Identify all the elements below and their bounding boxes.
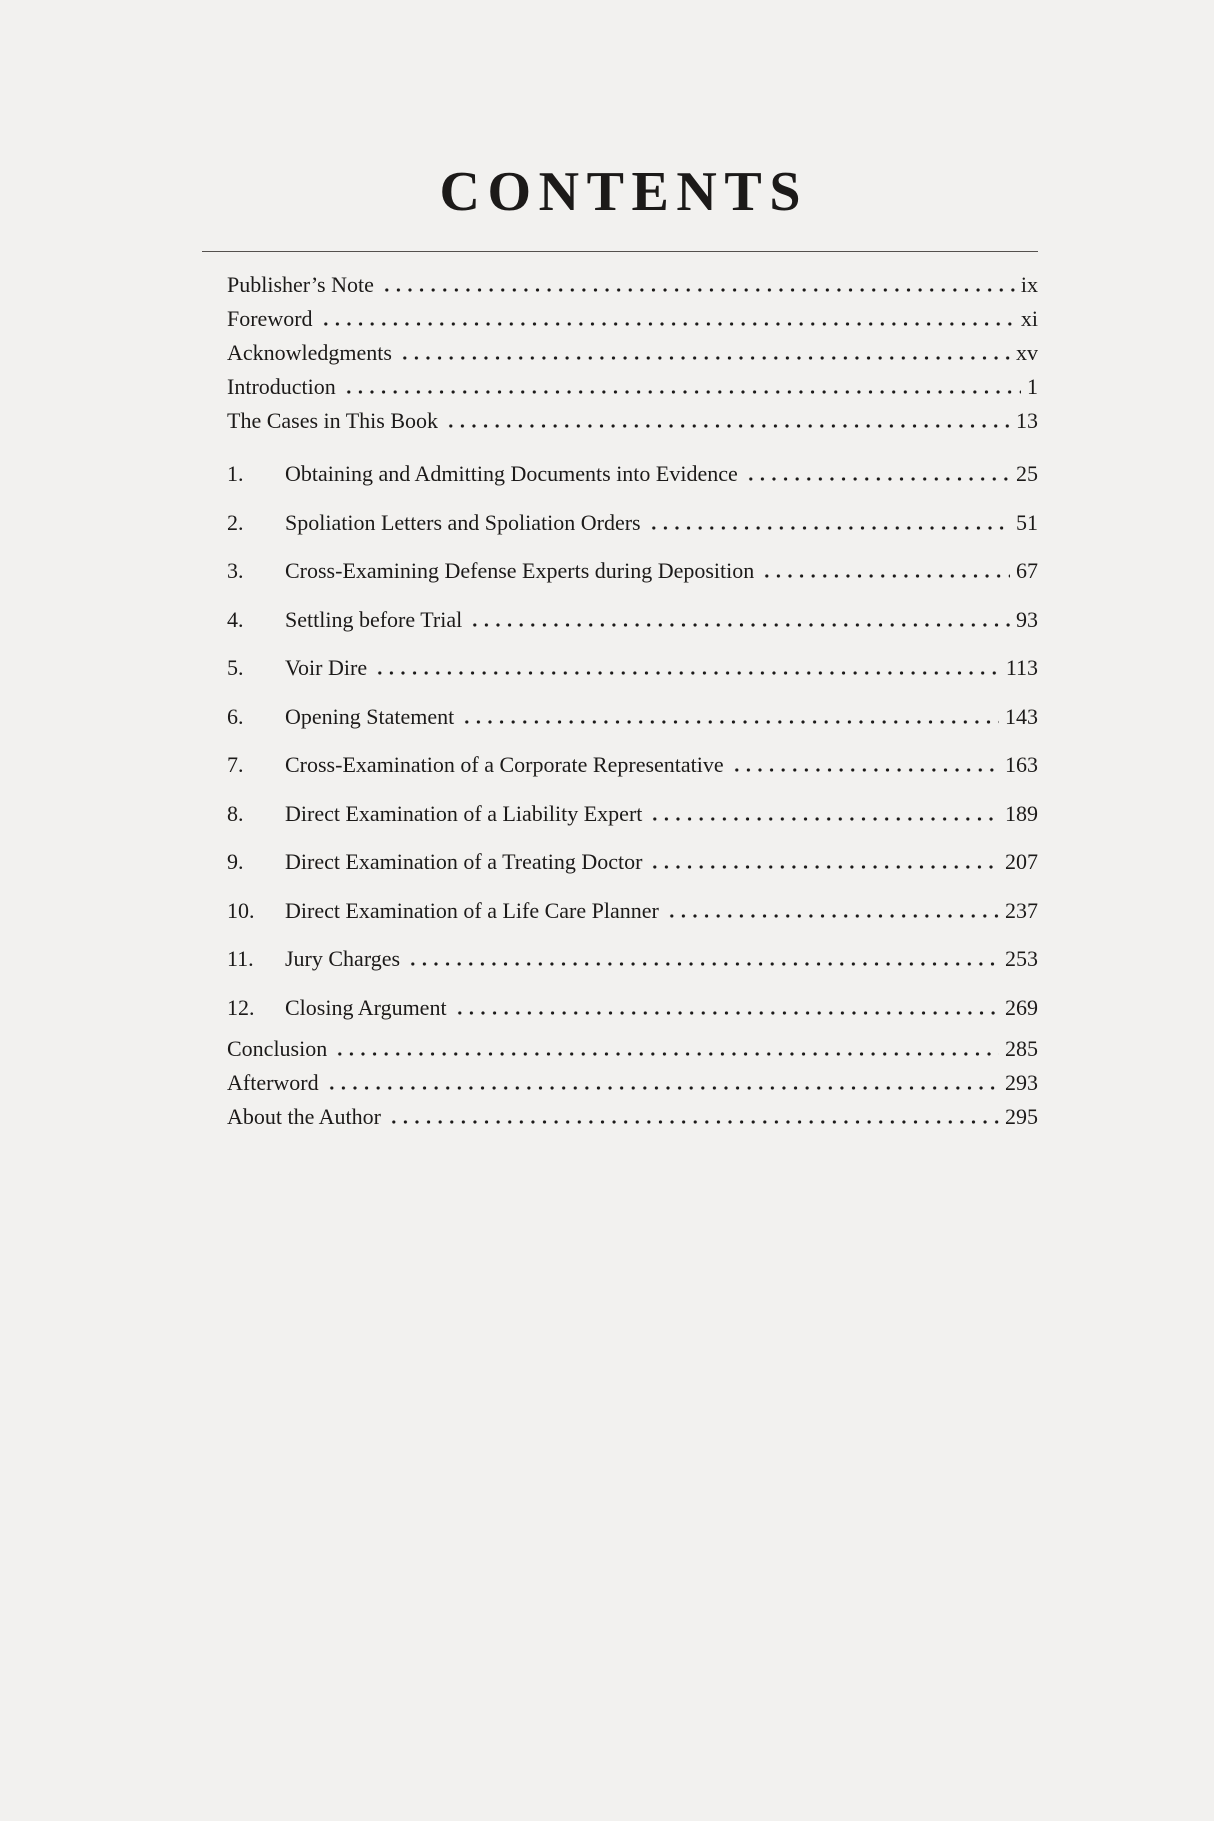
chapter-number: 12. xyxy=(227,994,255,1020)
page-number: 207 xyxy=(1005,849,1038,874)
chapter-title: Spoliation Letters and Spoliation Orders xyxy=(285,509,641,535)
chapter-title: Cross-Examination of a Corporate Representative xyxy=(285,752,724,777)
contents-block xyxy=(202,0,1038,1134)
dot-leader xyxy=(461,720,999,724)
page-number: xv xyxy=(1016,340,1038,365)
toc-entry xyxy=(202,935,1038,984)
page-number: 113 xyxy=(1005,655,1038,680)
table-of-contents xyxy=(202,268,1038,1134)
entry-label: The Cases in This Book xyxy=(227,408,439,433)
chapter-number: 11. xyxy=(227,946,254,971)
chapter-title: Jury Charges xyxy=(285,946,401,971)
chapter-title: Closing Argument xyxy=(285,994,447,1020)
entry-label: Afterword xyxy=(227,1070,319,1095)
toc-entry xyxy=(202,887,1038,936)
page-number: 51 xyxy=(1016,509,1038,535)
page-number: 269 xyxy=(1005,994,1038,1020)
chapter-title: Direct Examination of a Treating Doctor xyxy=(285,849,643,874)
dot-leader xyxy=(399,356,1010,360)
dot-leader xyxy=(469,623,1010,627)
dot-leader xyxy=(374,671,1000,675)
dot-leader xyxy=(388,1120,999,1124)
chapter-number: 3. xyxy=(227,558,244,583)
dot-leader xyxy=(745,477,1010,481)
page-number: ix xyxy=(1020,272,1038,297)
chapter-title: Direct Examination of a Life Care Planner xyxy=(285,897,659,923)
toc-entry xyxy=(202,268,1038,302)
back-matter-list xyxy=(202,1032,1038,1134)
dot-leader xyxy=(320,322,1015,326)
dot-leader xyxy=(649,817,999,821)
dot-leader xyxy=(381,288,1015,292)
chapter-title: Obtaining and Admitting Documents into Evidence xyxy=(285,461,738,486)
entry-label: Conclusion xyxy=(227,1036,328,1061)
entry-label: Introduction xyxy=(227,374,336,399)
entry-label: Foreword xyxy=(227,306,313,331)
toc-entry xyxy=(202,644,1038,693)
toc-entry xyxy=(202,1066,1038,1100)
chapter-number: 6. xyxy=(227,703,244,729)
chapter-number: 10. xyxy=(227,897,255,923)
page-number: 293 xyxy=(1005,1070,1038,1095)
page-number: 13 xyxy=(1016,408,1038,433)
toc-entry xyxy=(202,1032,1038,1066)
chapter-number: 5. xyxy=(227,655,244,680)
toc-entry xyxy=(202,450,1038,499)
title-divider xyxy=(202,251,1038,252)
page-number: 1 xyxy=(1027,374,1038,399)
page-number: 93 xyxy=(1016,606,1038,632)
page-number: 143 xyxy=(1005,703,1038,729)
page-number: 189 xyxy=(1005,800,1038,826)
entry-label: Acknowledgments xyxy=(227,340,392,365)
page-number: 67 xyxy=(1016,558,1038,583)
dot-leader xyxy=(407,962,999,966)
toc-entry xyxy=(202,302,1038,336)
dot-leader xyxy=(666,914,999,918)
chapter-list xyxy=(202,450,1038,1032)
dot-leader xyxy=(731,768,999,772)
toc-entry xyxy=(202,404,1038,438)
chapter-title: Settling before Trial xyxy=(285,606,463,632)
page-number: 295 xyxy=(1005,1104,1038,1129)
chapter-number: 9. xyxy=(227,849,244,874)
chapter-number: 4. xyxy=(227,606,244,632)
toc-entry xyxy=(202,790,1038,839)
page-number: 237 xyxy=(1005,897,1038,923)
page-number: 285 xyxy=(1005,1036,1038,1061)
toc-entry xyxy=(202,693,1038,742)
toc-entry xyxy=(202,547,1038,596)
toc-entry xyxy=(202,596,1038,645)
page-number: xi xyxy=(1020,306,1038,331)
dot-leader xyxy=(649,865,999,869)
dot-leader xyxy=(454,1011,999,1015)
chapter-number: 2. xyxy=(227,509,244,535)
dot-leader xyxy=(761,574,1010,578)
chapter-title: Direct Examination of a Liability Expert xyxy=(285,800,643,826)
dot-leader xyxy=(326,1086,999,1090)
chapter-number: 7. xyxy=(227,752,244,777)
chapter-title: Voir Dire xyxy=(285,655,368,680)
toc-entry xyxy=(202,336,1038,370)
chapter-number: 1. xyxy=(227,461,244,486)
front-matter-list xyxy=(202,268,1038,438)
toc-entry xyxy=(202,838,1038,887)
dot-leader xyxy=(334,1052,999,1056)
toc-entry xyxy=(202,741,1038,790)
toc-entry xyxy=(202,1100,1038,1134)
dot-leader xyxy=(445,424,1010,428)
chapter-title: Cross-Examining Defense Experts during Deposition xyxy=(285,558,755,583)
toc-entry xyxy=(202,499,1038,548)
dot-leader xyxy=(648,526,1010,530)
chapter-title: Opening Statement xyxy=(285,703,455,729)
page-number: 25 xyxy=(1016,461,1038,486)
toc-entry xyxy=(202,984,1038,1033)
entry-label: About the Author xyxy=(227,1104,381,1129)
dot-leader xyxy=(343,390,1021,394)
page-number: 163 xyxy=(1005,752,1038,777)
page-title: CONTENTS xyxy=(439,161,809,223)
page-number: 253 xyxy=(1005,946,1038,971)
entry-label: Publisher’s Note xyxy=(227,272,374,297)
chapter-number: 8. xyxy=(227,800,244,826)
toc-entry xyxy=(202,370,1038,404)
